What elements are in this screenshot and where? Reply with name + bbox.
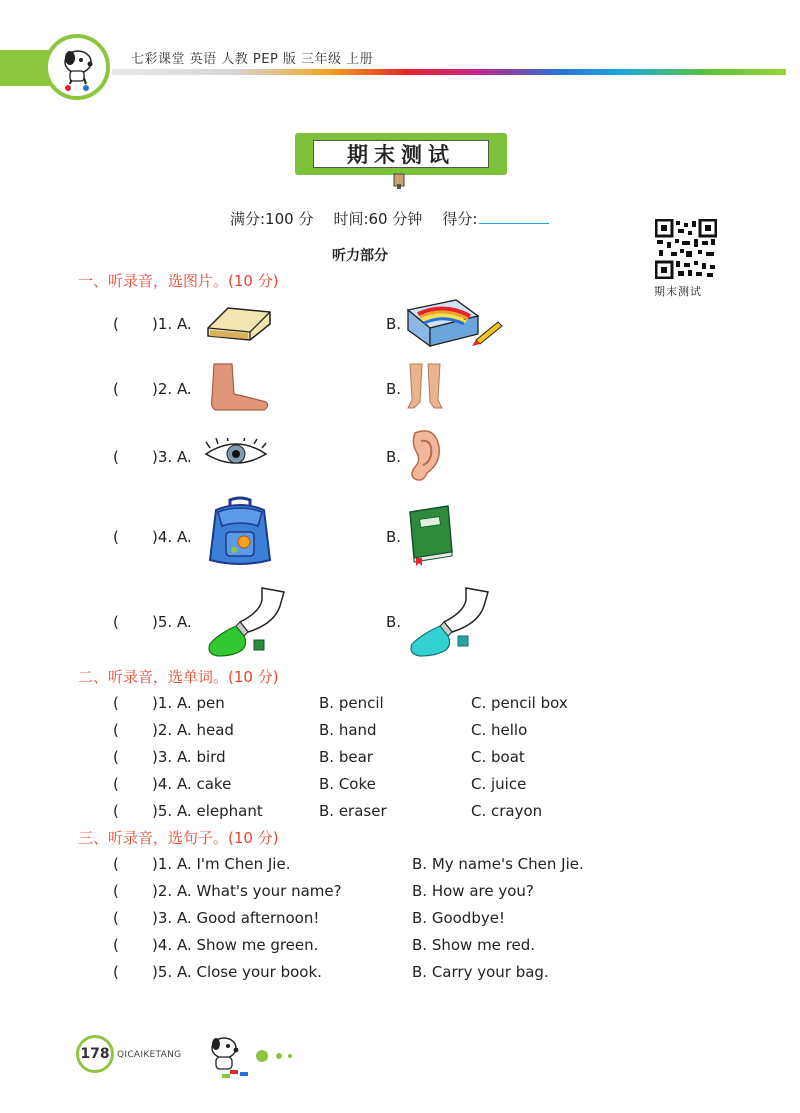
legs-icon[interactable] [404,362,446,412]
s3-q2-b: B. How are you? [412,882,534,900]
answer-bracket-open[interactable]: ( [113,528,119,546]
s2-q3-a-text: 3. A. bird [157,748,226,766]
footer-dog-icon [200,1030,260,1082]
s1-q2-group [152,380,192,398]
s3-q5-a-text: 5. A. Close your book. [157,963,322,981]
answer-bracket-open[interactable]: ( [113,855,119,873]
s3-q5-a [152,963,322,981]
mascot-dog-icon [44,34,110,100]
page-number: 178 [76,1035,114,1073]
s3-q2-a [152,882,342,900]
s3-q3-b: B. Goodbye! [412,909,505,927]
s2-q2-a-text: 2. A. head [157,721,234,739]
section1-title: 一、听录音，选图片。 [78,272,229,290]
footer-dot-medium [276,1053,282,1059]
answer-bracket-open[interactable]: ( [113,936,119,954]
answer-bracket-close: ) [152,882,158,900]
answer-bracket-close: ) [152,315,158,333]
s3-q4-b: B. Show me red. [412,936,536,954]
s2-q5-c: C. crayon [471,802,543,820]
answer-bracket-close: ) [152,748,158,766]
qr-label: 期末测试 [654,285,702,298]
answer-bracket-open[interactable]: ( [113,748,119,766]
eraser-icon[interactable] [204,302,276,344]
answer-bracket-open[interactable]: ( [113,963,119,981]
s1-q1-b-label: B. [386,315,402,333]
s1-q3-b-label: B. [386,448,402,466]
s2-q1-a-text: 1. A. pen [157,694,225,712]
answer-bracket-open[interactable]: ( [113,721,119,739]
s1-q1-label: 1. A. [157,315,192,333]
section3-heading [78,827,279,848]
section2-heading [78,666,279,687]
s2-q4-c: C. juice [471,775,527,793]
answer-bracket-close: ) [152,855,158,873]
s2-q2-a [152,721,234,739]
s3-q5-b: B. Carry your bag. [412,963,549,981]
answer-bracket-close: ) [152,528,158,546]
section1-points: (10 分) [228,272,279,290]
backpack-icon[interactable] [204,496,276,568]
s2-q5-a-text: 5. A. elephant [157,802,263,820]
score-blank[interactable] [479,223,549,224]
listening-part-heading: 听力部分 [332,248,388,264]
answer-bracket-close: ) [152,448,158,466]
page-title: 期末测试 [313,140,489,168]
s1-q2-b-label: B. [386,380,402,398]
score-line [230,208,549,229]
section2-title: 二、听录音，选单词。 [78,668,229,686]
exam-title-plate [295,133,507,175]
s2-q3-a [152,748,226,766]
s1-q3-label: 3. A. [157,448,192,466]
answer-bracket-open[interactable]: ( [113,802,119,820]
s3-q1-a-text: 1. A. I'm Chen Jie. [157,855,291,873]
score-label: 得分: [442,210,478,228]
answer-bracket-close: ) [152,694,158,712]
s2-q4-a [152,775,231,793]
section3-points: (10 分) [228,829,279,847]
s3-q1-a [152,855,290,873]
s3-q1-b: B. My name's Chen Jie. [412,855,584,873]
score-field [442,208,549,229]
s2-q3-b: B. bear [319,748,373,766]
footer-brand: QICAIKETANG [117,1050,182,1060]
s2-q2-b: B. hand [319,721,377,739]
s2-q4-b: B. Coke [319,775,376,793]
cyan-paint-tube-icon[interactable] [404,584,492,660]
crayon-box-icon[interactable] [406,296,504,352]
s2-q3-c: C. boat [471,748,525,766]
s2-q5-b: B. eraser [319,802,387,820]
answer-bracket-close: ) [152,936,158,954]
s1-q3-group [152,448,192,466]
s1-q4-b-label: B. [386,528,402,546]
s2-q5-a [152,802,263,820]
full-score: 满分:100 分 [230,210,314,228]
footer-dot-large [256,1050,268,1062]
pin-icon [392,172,406,190]
s3-q3-a-text: 3. A. Good afternoon! [157,909,320,927]
answer-bracket-close: ) [152,775,158,793]
s3-q3-a [152,909,319,927]
s2-q2-c: C. hello [471,721,528,739]
s1-q2-label: 2. A. [157,380,192,398]
answer-bracket-open[interactable]: ( [113,613,119,631]
answer-bracket-open[interactable]: ( [113,694,119,712]
answer-bracket-open[interactable]: ( [113,775,119,793]
qr-code-icon[interactable] [655,219,717,279]
answer-bracket-open[interactable]: ( [113,315,119,333]
s2-q1-b: B. pencil [319,694,384,712]
answer-bracket-open[interactable]: ( [113,448,119,466]
book-icon[interactable] [404,504,456,566]
answer-bracket-open[interactable]: ( [113,882,119,900]
s1-q5-b-label: B. [386,613,402,631]
s2-q4-a-text: 4. A. cake [157,775,232,793]
foot-icon[interactable] [206,362,272,414]
section2-points: (10 分) [228,668,279,686]
section1-heading [78,270,279,291]
s2-q1-a [152,694,225,712]
answer-bracket-close: ) [152,963,158,981]
answer-bracket-close: ) [152,613,158,631]
s1-q4-group [152,528,192,546]
time-limit: 时间:60 分钟 [333,210,423,228]
answer-bracket-close: ) [152,802,158,820]
header-rainbow-bar [112,69,786,75]
header-title: 七彩课堂 英语 人教 PEP 版 三年级 上册 [131,52,374,67]
footer-dot-small [288,1054,292,1058]
answer-bracket-close: ) [152,909,158,927]
s3-q2-a-text: 2. A. What's your name? [157,882,342,900]
answer-bracket-close: ) [152,721,158,739]
eye-icon[interactable] [204,438,268,470]
answer-bracket-open[interactable]: ( [113,380,119,398]
green-paint-tube-icon[interactable] [204,584,288,660]
s3-q4-a [152,936,318,954]
answer-bracket-close: ) [152,380,158,398]
s1-q5-group [152,613,192,631]
s3-q4-a-text: 4. A. Show me green. [157,936,319,954]
section3-title: 三、听录音，选句子。 [78,829,229,847]
ear-icon[interactable] [405,427,443,485]
s1-q1-group [152,315,192,333]
answer-bracket-open[interactable]: ( [113,909,119,927]
s1-q5-label: 5. A. [157,613,192,631]
s2-q1-c: C. pencil box [471,694,568,712]
s1-q4-label: 4. A. [157,528,192,546]
